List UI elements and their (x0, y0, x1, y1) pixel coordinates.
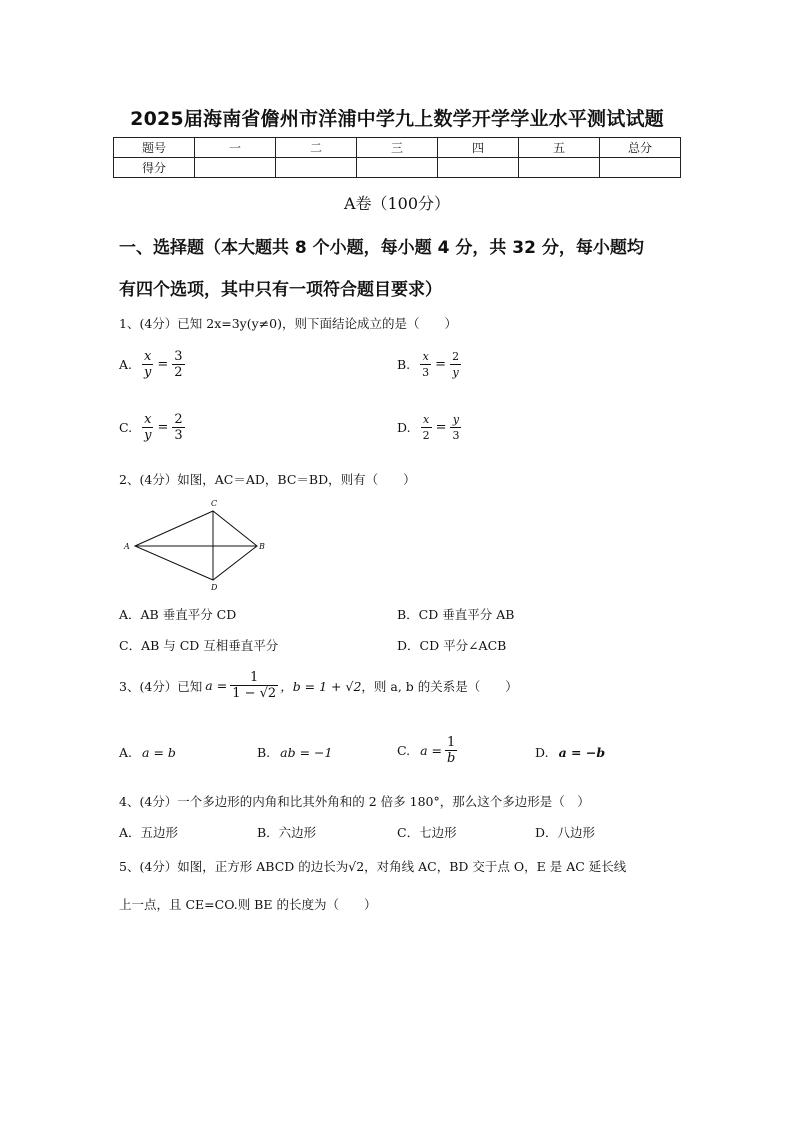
fraction (172, 412, 184, 443)
score-row-label: 得分 (114, 158, 195, 178)
option-label: B. (397, 357, 411, 372)
question-3-option-c (397, 735, 457, 766)
denominator: 2 (422, 429, 430, 442)
point-label-c: C (211, 499, 218, 508)
question-4-option-a: A．五边形 (119, 825, 179, 840)
question-2-option-d: D．CD 平分∠ACB (397, 638, 507, 653)
option-label: C. (397, 743, 411, 758)
question-2-option-b: B．CD 垂直平分 AB (397, 607, 515, 622)
equals-sign: = (435, 420, 447, 435)
point-label-d: D (211, 583, 218, 592)
denominator: b (447, 751, 456, 766)
option-expression: a = b (142, 745, 176, 760)
score-header-cell: 总分 (600, 138, 681, 158)
question-1-stem: 1、(4分）已知 2x=3y(y≠0)，则下面结论成立的是（ ） (119, 316, 457, 331)
score-cell (438, 158, 519, 178)
question-2-option-c: C．AB 与 CD 互相垂直平分 (119, 638, 279, 653)
question-3-option-a (119, 745, 176, 760)
score-header-cell: 题号 (114, 138, 195, 158)
fraction (450, 412, 461, 443)
question-4-option-c: C．七边形 (397, 825, 457, 840)
denominator: 3 (174, 428, 183, 443)
option-label: D. (397, 420, 411, 435)
option-label: A. (119, 357, 133, 372)
document-title: 2025届海南省儋州市洋浦中学九上数学开学学业水平测试试题 (130, 108, 664, 130)
question-1-option-d (397, 412, 461, 443)
question-5-stem-line1: 5、(4分）如图，正方形 ABCD 的边长为√2，对角线 AC，BD 交于点 O，E 是 AC 延长线 (119, 859, 627, 874)
stem-suffix: ，则 a, b 的关系是（ ） (361, 678, 518, 694)
option-label: B. (257, 745, 271, 760)
question-3-option-d (535, 745, 605, 760)
fraction (420, 349, 431, 380)
question-2-option-a: A．AB 垂直平分 CD (119, 607, 237, 622)
fraction (450, 349, 461, 380)
score-header-cell: 五 (519, 138, 600, 158)
question-3-stem (119, 670, 518, 701)
option-label: A. (119, 745, 133, 760)
option-expression: a = −b (558, 745, 606, 760)
numerator: x (422, 413, 430, 426)
equals-sign: = (157, 420, 169, 435)
section-title-line2: 有四个选项，其中只有一项符合题目要求） (119, 280, 442, 300)
point-label-a: A (124, 542, 130, 551)
option-expression: a = (420, 743, 442, 758)
option-expression: ab = −1 (280, 745, 333, 760)
question-5-stem-line2: 上一点，且 CE=CO.则 BE 的长度为（ ） (119, 897, 377, 912)
option-label: C. (119, 420, 133, 435)
stem-prefix: 3、(4分）已知 (119, 678, 203, 694)
score-header-cell: 四 (438, 138, 519, 158)
fraction (142, 412, 153, 443)
denominator: 3 (452, 429, 460, 442)
b-expression: ，b = 1 + √2 (280, 678, 362, 694)
score-cell (519, 158, 600, 178)
score-table (113, 137, 681, 178)
question-1-option-a (119, 349, 185, 380)
fraction (172, 349, 184, 380)
fraction (142, 349, 153, 380)
score-table-score-row (114, 158, 681, 178)
fraction (421, 412, 432, 443)
numerator: x (144, 349, 152, 364)
numerator: x (144, 412, 152, 427)
numerator: 3 (174, 349, 183, 364)
fraction (445, 735, 457, 766)
denominator: y (452, 366, 459, 379)
point-label-b: B (259, 542, 265, 551)
score-cell (600, 158, 681, 178)
kite-figure (118, 496, 268, 592)
score-cell (357, 158, 438, 178)
denominator: 1 − √2 (232, 686, 277, 701)
question-4-stem: 4、(4分）一个多边形的内角和比其外角和的 2 倍多 180°，那么这个多边形是（ ） (119, 794, 590, 809)
score-cell (195, 158, 276, 178)
denominator: y (144, 428, 152, 443)
question-2-stem: 2、(4分）如图，AC＝AD，BC＝BD，则有（ ） (119, 472, 416, 487)
option-label: D. (535, 745, 549, 760)
question-1-option-b (397, 349, 461, 380)
numerator: 2 (174, 412, 183, 427)
score-header-cell: 一 (195, 138, 276, 158)
a-lhs: a = (205, 678, 228, 693)
denominator: 2 (174, 365, 183, 380)
question-4-option-d: D．八边形 (535, 825, 596, 840)
numerator: y (452, 413, 460, 426)
equals-sign: = (435, 357, 447, 372)
section-title-line1: 一、选择题（本大题共 8 个小题，每小题 4 分，共 32 分，每小题均 (119, 238, 644, 258)
score-header-cell: 三 (357, 138, 438, 158)
score-table-header-row (114, 138, 681, 158)
equals-sign: = (157, 357, 169, 372)
score-header-cell: 二 (276, 138, 357, 158)
score-cell (276, 158, 357, 178)
denominator: 3 (422, 366, 430, 379)
numerator: 1 (447, 735, 456, 750)
numerator: x (422, 350, 429, 363)
question-1-option-c (119, 412, 185, 443)
question-4-option-b: B．六边形 (257, 825, 317, 840)
denominator: y (144, 365, 152, 380)
numerator: 1 (250, 670, 259, 685)
fraction-a (230, 670, 278, 701)
question-3-option-b (257, 745, 332, 760)
volume-subtitle: A卷（100分） (343, 194, 451, 213)
numerator: 2 (452, 350, 460, 363)
